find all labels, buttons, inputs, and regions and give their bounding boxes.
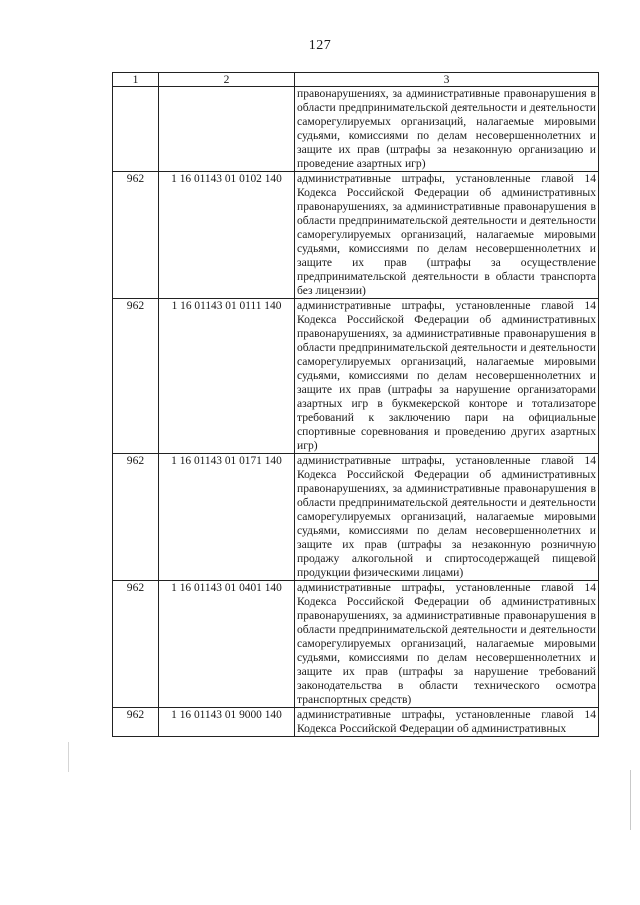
description-cell: административные штрафы, установленные главой 14 Кодекса Российской Федерации об административных правонарушениях, за административные правонарушения в области предпринимательской деятельности и деятельности саморегулируемых организаций, налагаемые мировыми судьями, комиссиями по делам несовершеннолетних и защите их прав (штрафы за незаконную розничную продажу алкогольной и спиртосодержащей пищевой продукции физическими лицами) [295,454,599,581]
table-row [113,87,599,172]
column-header-3: 3 [295,73,599,87]
page-number: 127 [308,38,332,53]
revenue-code-cell: 1 16 01143 01 0401 140 [159,581,295,708]
table-row [113,581,599,708]
table-row [113,299,599,454]
revenue-code-cell: 1 16 01143 01 9000 140 [159,708,295,737]
column-header-2: 2 [159,73,295,87]
scan-artifact-right [630,770,631,830]
table-row [113,454,599,581]
admin-code-cell [113,87,159,172]
admin-code-cell: 962 [113,708,159,737]
description-cell: административные штрафы, установленные главой 14 Кодекса Российской Федерации об административных правонарушениях, за административные правонарушения в области предпринимательской деятельности и деятельности саморегулируемых организаций, налагаемые мировыми судьями, комиссиями по делам несовершеннолетних и защите их прав (штрафы за нарушение требований законодательства в области технического осмотра транспортных средств) [295,581,599,708]
admin-code-cell: 962 [113,299,159,454]
table-row [113,172,599,299]
description-cell: правонарушениях, за административные правонарушения в области предпринимательской деятельности и деятельности саморегулируемых организаций, налагаемые мировыми судьями, комиссиями по делам несовершеннолетних и защите их прав (штрафы за незаконную организацию и проведение азартных игр) [295,87,599,172]
description-cell: административные штрафы, установленные главой 14 Кодекса Российской Федерации об административных [295,708,599,737]
revenue-code-cell: 1 16 01143 01 0111 140 [159,299,295,454]
admin-code-cell: 962 [113,581,159,708]
column-header-1: 1 [113,73,159,87]
table-row [113,708,599,737]
description-cell: административные штрафы, установленные главой 14 Кодекса Российской Федерации об административных правонарушениях, за административные правонарушения в области предпринимательской деятельности и деятельности саморегулируемых организаций, налагаемые мировыми судьями, комиссиями по делам несовершеннолетних и защите их прав (штрафы за нарушение организаторами азартных игр в букмекерской конторе и тотализаторе требований к заключению пари на официальные спортивные соревнования и проведению других азартных игр) [295,299,599,454]
revenue-code-cell: 1 16 01143 01 0102 140 [159,172,295,299]
table-header-row [113,73,599,87]
revenue-code-cell [159,87,295,172]
admin-code-cell: 962 [113,454,159,581]
scan-artifact-left [68,742,69,772]
revenue-code-table [112,72,599,737]
admin-code-cell: 962 [113,172,159,299]
revenue-code-cell: 1 16 01143 01 0171 140 [159,454,295,581]
description-cell: административные штрафы, установленные главой 14 Кодекса Российской Федерации об административных правонарушениях, за административные правонарушения в области предпринимательской деятельности и деятельности саморегулируемых организаций, налагаемые мировыми судьями, комиссиями по делам несовершеннолетних и защите их прав (штрафы за осуществление предпринимательской деятельности в области транспорта без лицензии) [295,172,599,299]
